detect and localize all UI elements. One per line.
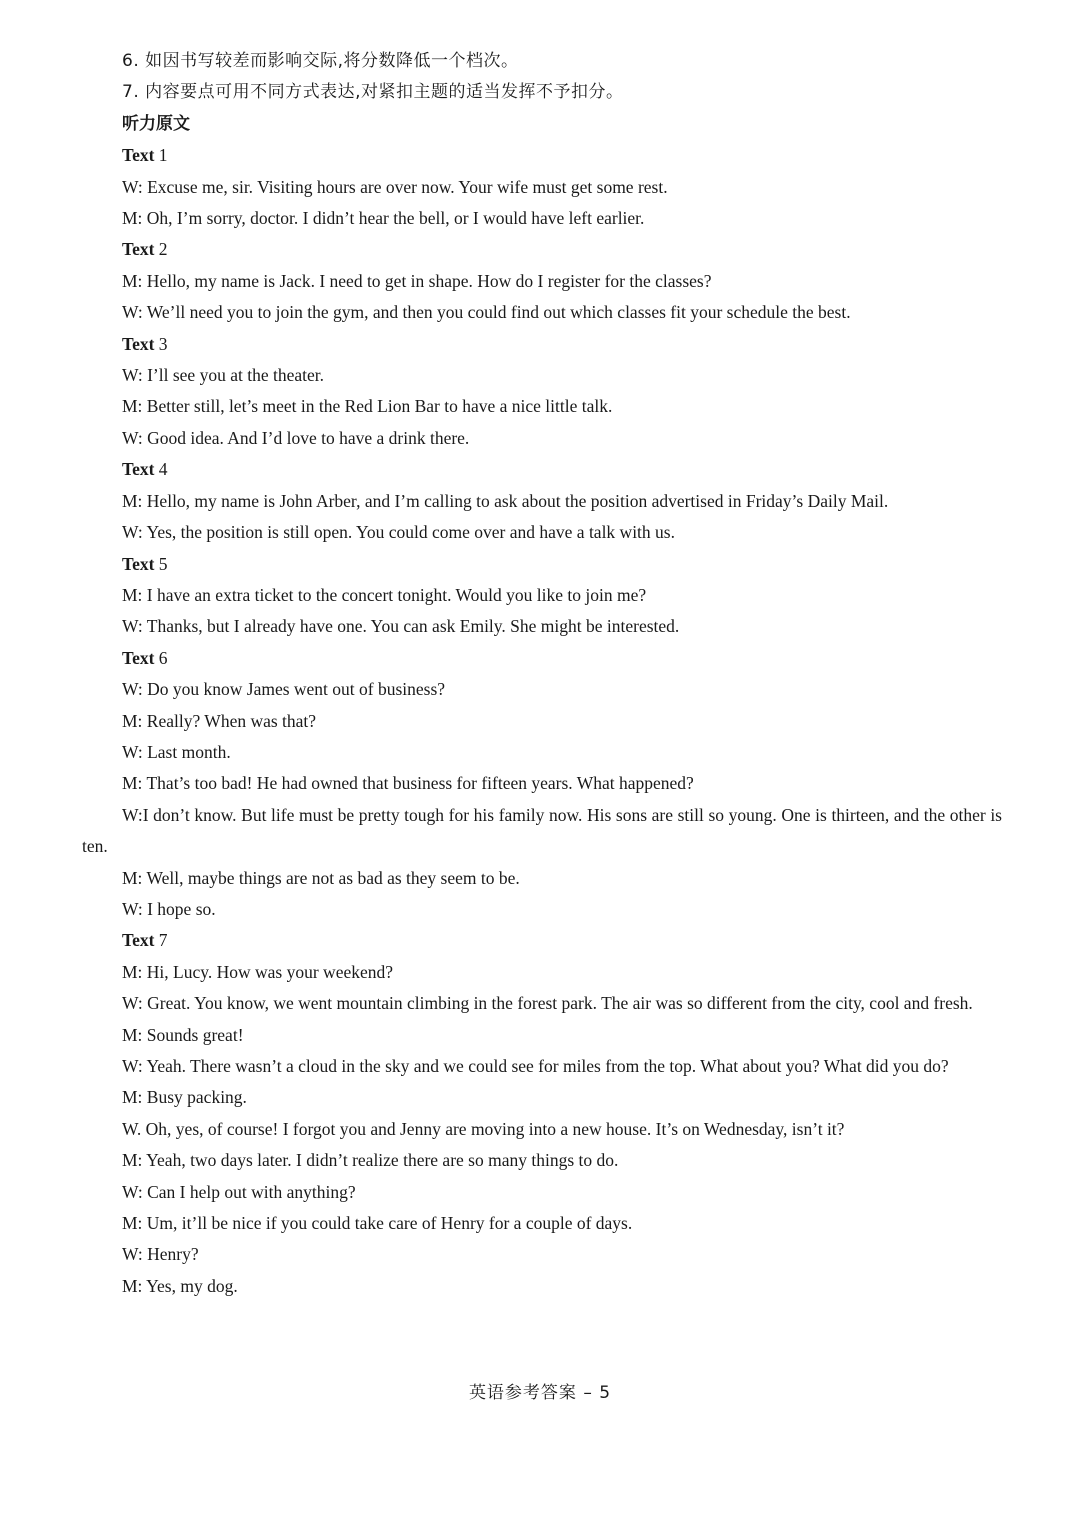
transcript bbox=[82, 140, 1002, 1302]
text-label bbox=[82, 140, 1002, 171]
text-label-number: 4 bbox=[158, 459, 168, 480]
text-label-word: Text bbox=[122, 145, 155, 166]
dialogue-line: W: Last month. bbox=[122, 741, 231, 762]
text-label bbox=[82, 234, 1002, 265]
dialogue-line: W: Yes, the position is still open. You could come over and have a talk with us. bbox=[122, 522, 675, 543]
text-label-word: Text bbox=[122, 459, 155, 480]
text-block bbox=[82, 925, 1002, 1302]
text-label bbox=[82, 329, 1002, 360]
text-block bbox=[82, 549, 1002, 643]
text-label-word: Text bbox=[122, 647, 155, 668]
dialogue-line: W: Thanks, but I already have one. You can ask Emily. She might be interested. bbox=[122, 616, 680, 637]
dialogue-line: M: Yes, my dog. bbox=[122, 1275, 238, 1296]
text-label-word: Text bbox=[122, 930, 155, 951]
text-label-word: Text bbox=[122, 553, 155, 574]
dialogue-line: W. Oh, yes, of course! I forgot you and Jenny are moving into a new house. It’s on Wednesday, isn’t it? bbox=[122, 1118, 845, 1139]
rule-6: 6. 如因书写较差而影响交际,将分数降低一个档次。 bbox=[122, 51, 519, 71]
dialogue-line: M: Busy packing. bbox=[122, 1087, 247, 1108]
dialogue-line: W: Henry? bbox=[122, 1244, 199, 1265]
text-label-number: 1 bbox=[158, 145, 168, 166]
rule-7: 7. 内容要点可用不同方式表达,对紧扣主题的适当发挥不予扣分。 bbox=[122, 82, 624, 103]
text-label bbox=[82, 643, 1002, 674]
text-label-number: 3 bbox=[158, 333, 168, 354]
dialogue-line: M: Yeah, two days later. I didn’t realize there are so many things to do. bbox=[122, 1150, 619, 1171]
text-block bbox=[82, 454, 1002, 548]
text-label bbox=[82, 925, 1002, 956]
dialogue-line: W: I hope so. bbox=[122, 898, 216, 919]
page-footer: 英语参考答案 – 5 bbox=[468, 1383, 612, 1403]
dialogue-line: W: Can I help out with anything? bbox=[122, 1181, 356, 1202]
dialogue-line: M: Hello, my name is Jack. I need to get in shape. How do I register for the classes? bbox=[122, 270, 712, 291]
text-block bbox=[82, 140, 1002, 234]
document-content bbox=[82, 46, 1002, 1302]
dialogue-line: M: Really? When was that? bbox=[122, 710, 317, 731]
dialogue-line: M: Hello, my name is John Arber, and I’m calling to ask about the position advertised in Friday’s Daily Mail. bbox=[122, 490, 889, 511]
text-label-word: Text bbox=[122, 333, 155, 354]
text-label-number: 6 bbox=[158, 647, 168, 668]
dialogue-line: M: That’s too bad! He had owned that business for fifteen years. What happened? bbox=[122, 773, 694, 794]
text-label-number: 5 bbox=[158, 553, 168, 574]
dialogue-line: M: Sounds great! bbox=[122, 1024, 244, 1045]
section-heading: 听力原文 bbox=[122, 113, 190, 134]
dialogue-line: W: Yeah. There wasn’t a cloud in the sky and we could see for miles from the top. What about you? What did you do? bbox=[122, 1056, 949, 1076]
dialogue-line: W: We’ll need you to join the gym, and then you could find out which classes fit your schedule the best. bbox=[122, 302, 851, 323]
dialogue-line: M: Hi, Lucy. How was your weekend? bbox=[122, 961, 394, 982]
text-label bbox=[82, 454, 1002, 485]
dialogue-line: W: Excuse me, sir. Visiting hours are over now. Your wife must get some rest. bbox=[122, 176, 668, 197]
text-label-number: 2 bbox=[158, 239, 168, 260]
dialogue-line: W: Good idea. And I’d love to have a drink there. bbox=[122, 427, 470, 448]
dialogue-line: M: Um, it’ll be nice if you could take care of Henry for a couple of days. bbox=[122, 1213, 633, 1234]
dialogue-line: W: I’ll see you at the theater. bbox=[122, 365, 324, 386]
dialogue-line: M: Oh, I’m sorry, doctor. I didn’t hear the bell, or I would have left earlier. bbox=[122, 208, 645, 229]
dialogue-line: W: Do you know James went out of business? bbox=[122, 679, 446, 700]
dialogue-line: M: I have an extra ticket to the concert tonight. Would you like to join me? bbox=[122, 584, 647, 605]
text-label bbox=[82, 549, 1002, 580]
dialogue-line: M: Better still, let’s meet in the Red Lion Bar to have a nice little talk. bbox=[122, 396, 613, 417]
dialogue-line: W:I don’t know. But life must be pretty tough for his family now. His sons are still so young. One is thirteen, and the other is ten. bbox=[82, 804, 1002, 857]
text-block bbox=[82, 234, 1002, 328]
text-block bbox=[82, 329, 1002, 455]
text-label-number: 7 bbox=[158, 930, 168, 951]
dialogue-line: M: Well, maybe things are not as bad as they seem to be. bbox=[122, 867, 520, 888]
text-label-word: Text bbox=[122, 239, 155, 260]
text-block bbox=[82, 643, 1002, 926]
dialogue-line: W: Great. You know, we went mountain climbing in the forest park. The air was so different from the city, cool and fresh. bbox=[122, 993, 973, 1014]
